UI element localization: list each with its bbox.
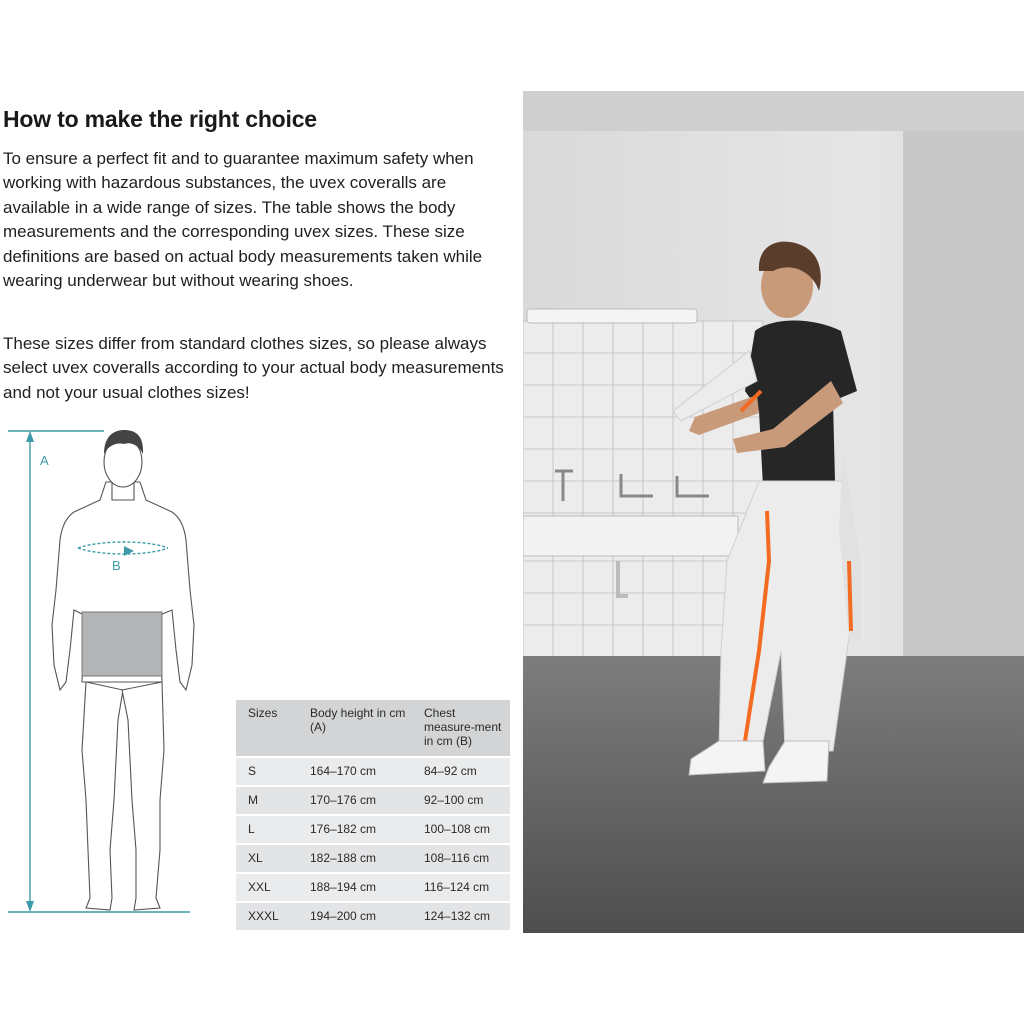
header-sizes: Sizes bbox=[236, 700, 298, 756]
header-chest: Chest measure-ment in cm (B) bbox=[412, 700, 510, 756]
page-title: How to make the right choice bbox=[3, 106, 317, 132]
size-table bbox=[236, 698, 510, 932]
height-arrow-bottom bbox=[26, 901, 34, 912]
cell-height: 194–200 cm bbox=[298, 903, 412, 930]
cell-size: L bbox=[236, 816, 298, 843]
wash-basin bbox=[523, 516, 738, 556]
label-b: B bbox=[112, 558, 121, 573]
man-in-coverall-photo bbox=[523, 91, 1024, 933]
cell-height: 182–188 cm bbox=[298, 845, 412, 872]
cell-chest: 124–132 cm bbox=[412, 903, 510, 930]
cell-chest: 100–108 cm bbox=[412, 816, 510, 843]
table-row bbox=[236, 758, 510, 785]
header-body-height: Body height in cm (A) bbox=[298, 700, 412, 756]
height-arrow-top bbox=[26, 431, 34, 442]
cell-chest: 92–100 cm bbox=[412, 787, 510, 814]
table-header-row bbox=[236, 700, 510, 756]
table-row bbox=[236, 903, 510, 930]
underwear bbox=[82, 612, 162, 676]
floor bbox=[523, 656, 1024, 933]
table-row bbox=[236, 787, 510, 814]
cell-chest: 84–92 cm bbox=[412, 758, 510, 785]
table-row bbox=[236, 874, 510, 901]
cell-size: M bbox=[236, 787, 298, 814]
cell-chest: 108–116 cm bbox=[412, 845, 510, 872]
intro-paragraph: To ensure a perfect fit and to guarantee maximum safety when working with hazardous substances, the uvex coveralls are available in a wide range of sizes. The table shows the body measurements and the corresponding uvex sizes. These size definitions are based on actual body measurements taken while wearing underwear but without wearing shoes. bbox=[3, 149, 483, 291]
cell-chest: 116–124 cm bbox=[412, 874, 510, 901]
body-measurement-figure bbox=[0, 420, 230, 920]
table-row bbox=[236, 816, 510, 843]
cell-height: 176–182 cm bbox=[298, 816, 412, 843]
cell-height: 164–170 cm bbox=[298, 758, 412, 785]
advice-paragraph: These sizes differ from standard clothes sizes, so please always select uvex coveralls according to your actual body measurements and not your usual clothes sizes! bbox=[3, 334, 504, 402]
cell-size: XXXL bbox=[236, 903, 298, 930]
cell-size: XXL bbox=[236, 874, 298, 901]
cell-height: 188–194 cm bbox=[298, 874, 412, 901]
ceiling-light bbox=[527, 309, 697, 323]
cell-size: XL bbox=[236, 845, 298, 872]
cell-size: S bbox=[236, 758, 298, 785]
label-a: A bbox=[40, 453, 49, 468]
cell-height: 170–176 cm bbox=[298, 787, 412, 814]
table-row bbox=[236, 845, 510, 872]
